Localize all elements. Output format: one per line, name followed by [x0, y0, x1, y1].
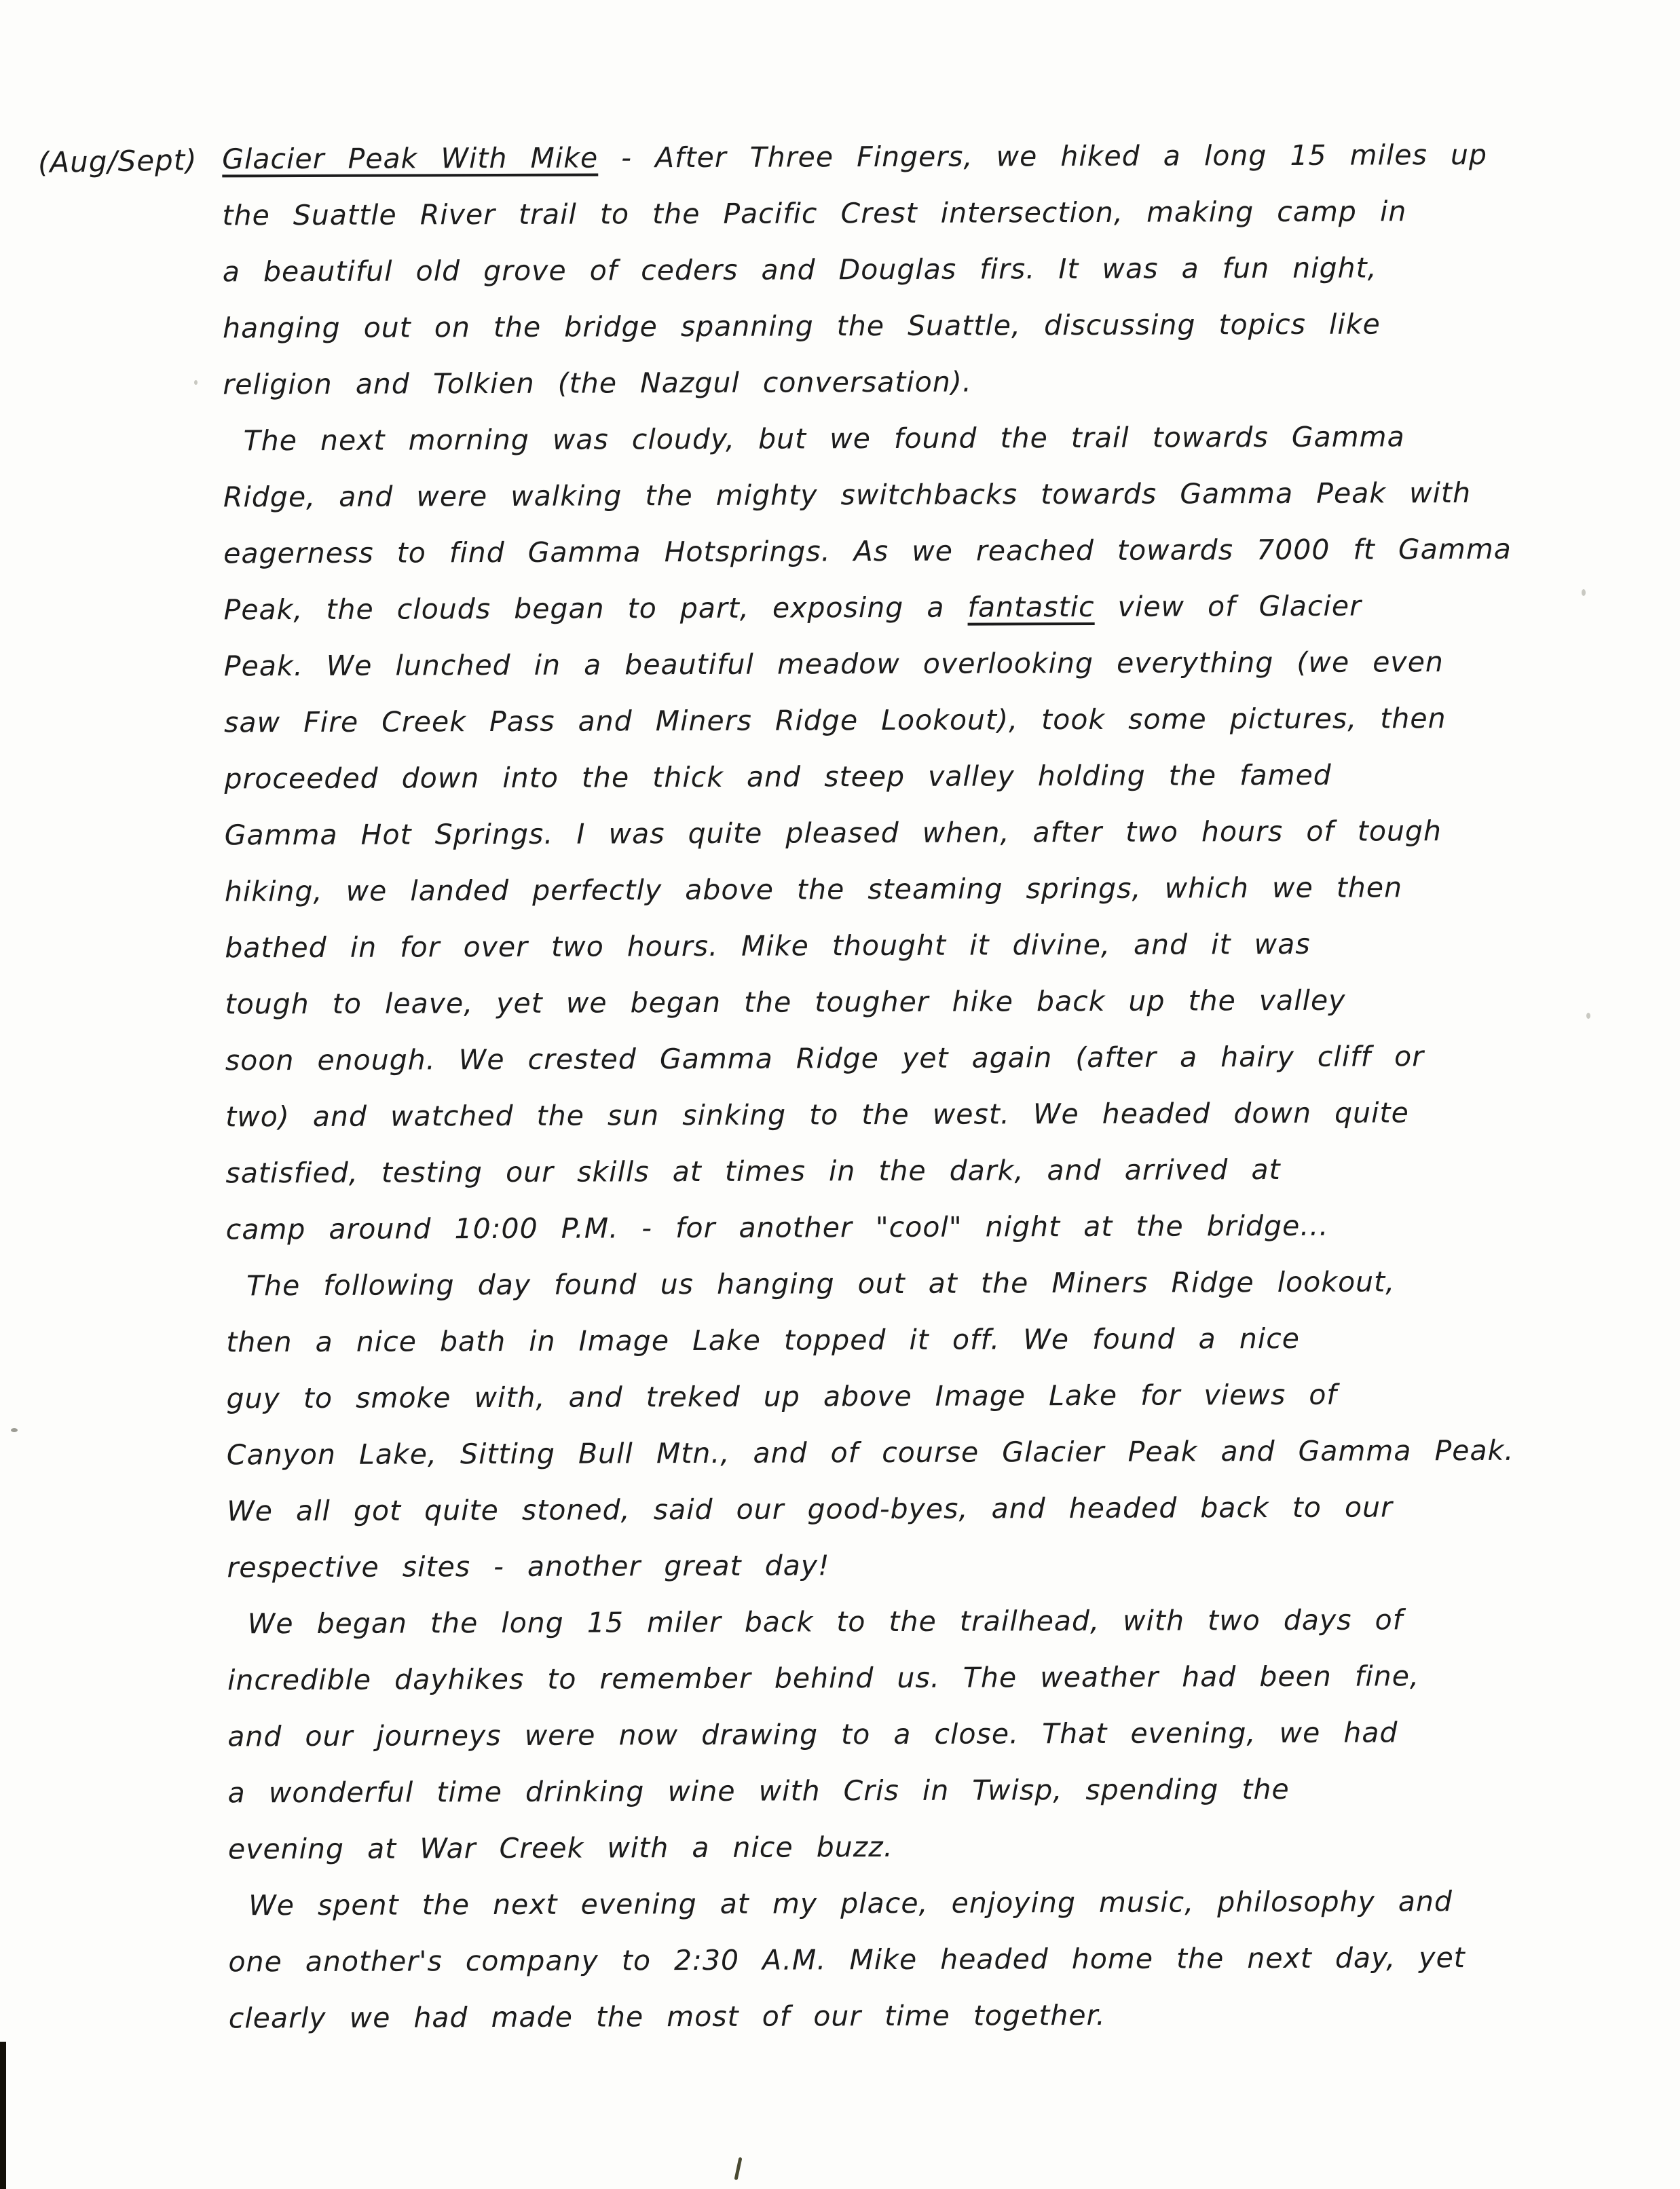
line-text: religion and Tolkien (the Nazgul conversation). [223, 365, 972, 401]
handwritten-line [225, 1141, 1556, 1202]
line-text: We spent the next evening at my place, enjoying music, philosophy and [248, 1885, 1453, 1922]
handwritten-line [225, 972, 1555, 1033]
scan-speck [194, 380, 198, 385]
handwritten-line [228, 1930, 1558, 1991]
line-text: and our journeys were now drawing to a close. That evening, we had [227, 1716, 1398, 1753]
scan-speck [11, 1428, 18, 1432]
line-text: camp around 10:00 P.M. - for another "cool" night at the bridge... [225, 1209, 1329, 1246]
handwritten-line [227, 1704, 1558, 1765]
handwritten-line [223, 465, 1554, 526]
line-text: - After Three Fingers, we hiked a long 15 miles up [598, 138, 1488, 174]
line-text: proceeded down into the thick and steep valley holding the famed [224, 758, 1332, 796]
line-text: view of Glacier [1094, 589, 1362, 623]
handwritten-line [223, 352, 1553, 413]
handwritten-line [225, 916, 1555, 977]
handwritten-line [226, 1310, 1556, 1371]
line-text: The next morning was cloudy, but we found the trail towards Gamma [243, 420, 1405, 457]
handwritten-line [224, 747, 1554, 808]
handwritten-line [225, 1028, 1556, 1089]
line-text: The following day found us hanging out at the Miners Ridge lookout, [246, 1265, 1396, 1303]
line-text: Peak. We lunched in a beautiful meadow overlooking everything (we even [223, 646, 1444, 683]
handwritten-line [226, 1197, 1556, 1258]
handwritten-line [226, 1254, 1556, 1315]
entry-title: Glacier Peak With Mike [222, 141, 599, 176]
scan-edge-artifact [0, 2042, 6, 2189]
line-text: eagerness to find Gamma Hotsprings. As we reached towards 7000 ft Gamma [223, 532, 1512, 570]
date-label: (Aug/Sept) [37, 143, 198, 180]
line-text: Peak, the clouds began to part, exposing a [223, 591, 968, 626]
line-text: We began the long 15 miler back to the trailhead, with two days of [247, 1603, 1404, 1641]
line-text: bathed in for over two hours. Mike thought it divine, and it was [225, 927, 1311, 965]
line-text: evening at War Creek with a nice buzz. [227, 1830, 893, 1866]
line-text: a wonderful time drinking wine with Cris in Twisp, spending the [227, 1772, 1290, 1810]
line-text: Ridge, and were walking the mighty switchbacks towards Gamma Peak with [223, 476, 1472, 514]
underlined-word: fantastic [967, 590, 1095, 624]
handwritten-line [227, 1535, 1557, 1596]
handwritten-line [226, 1366, 1556, 1427]
handwritten-line [229, 1986, 1559, 2047]
line-text: soon enough. We crested Gamma Ridge yet again (after a hairy cliff or [225, 1040, 1425, 1077]
handwritten-line [222, 183, 1552, 244]
handwritten-line [223, 521, 1554, 582]
line-text: two) and watched the sun sinking to the west. We headed down quite [225, 1096, 1409, 1134]
handwritten-line [225, 1085, 1556, 1146]
handwritten-line [223, 240, 1553, 301]
line-text: hiking, we landed perfectly above the steaming springs, which we then [224, 871, 1403, 908]
handwritten-line [227, 1761, 1558, 1822]
line-text: satisfied, testing our skills at times in the dark, and arrived at [225, 1153, 1281, 1190]
manuscript [222, 127, 1559, 2047]
line-text: incredible dayhikes to remember behind us. The weather had been fine, [227, 1660, 1420, 1697]
scan-speck [1582, 589, 1586, 596]
handwritten-line [223, 296, 1553, 357]
line-text: tough to leave, yet we began the tougher hike back up the valley [225, 984, 1346, 1021]
stray-pen-mark [734, 2157, 743, 2180]
handwritten-line [222, 127, 1552, 188]
handwritten-line [227, 1423, 1557, 1484]
line-text: hanging out on the bridge spanning the Suattle, discussing topics like [223, 307, 1381, 345]
handwritten-line [228, 1817, 1558, 1878]
handwritten-line [223, 409, 1554, 470]
line-text: We all got quite stoned, said our good-byes, and headed back to our [227, 1491, 1394, 1528]
handwritten-line [227, 1592, 1558, 1653]
handwritten-line [227, 1648, 1558, 1709]
handwritten-line [224, 634, 1554, 695]
line-text: clearly we had made the most of our time together. [228, 1998, 1106, 2035]
line-text: one another's company to 2:30 A.M. Mike headed home the next day, yet [228, 1941, 1466, 1979]
line-text: Canyon Lake, Sitting Bull Mtn., and of course Glacier Peak and Gamma Peak. [226, 1434, 1514, 1472]
handwritten-line [224, 690, 1554, 751]
line-text: respective sites - another great day! [227, 1549, 830, 1584]
line-text: Gamma Hot Springs. I was quite pleased when, after two hours of tough [224, 815, 1442, 852]
line-text: a beautiful old grove of ceders and Douglas firs. It was a fun night, [222, 251, 1377, 288]
line-text: guy to smoke with, and treked up above Image Lake for views of [226, 1378, 1337, 1415]
handwritten-line [225, 859, 1555, 920]
handwritten-line [227, 1479, 1557, 1540]
scan-speck [1586, 1013, 1590, 1019]
line-text: saw Fire Creek Pass and Miners Ridge Lookout), took some pictures, then [224, 702, 1446, 739]
handwritten-line [223, 578, 1554, 639]
handwritten-line [225, 803, 1555, 864]
handwritten-line [228, 1873, 1558, 1934]
line-text: the Suattle River trail to the Pacific Crest intersection, making camp in [222, 195, 1407, 232]
line-text: then a nice bath in Image Lake topped it off. We found a nice [226, 1322, 1301, 1359]
